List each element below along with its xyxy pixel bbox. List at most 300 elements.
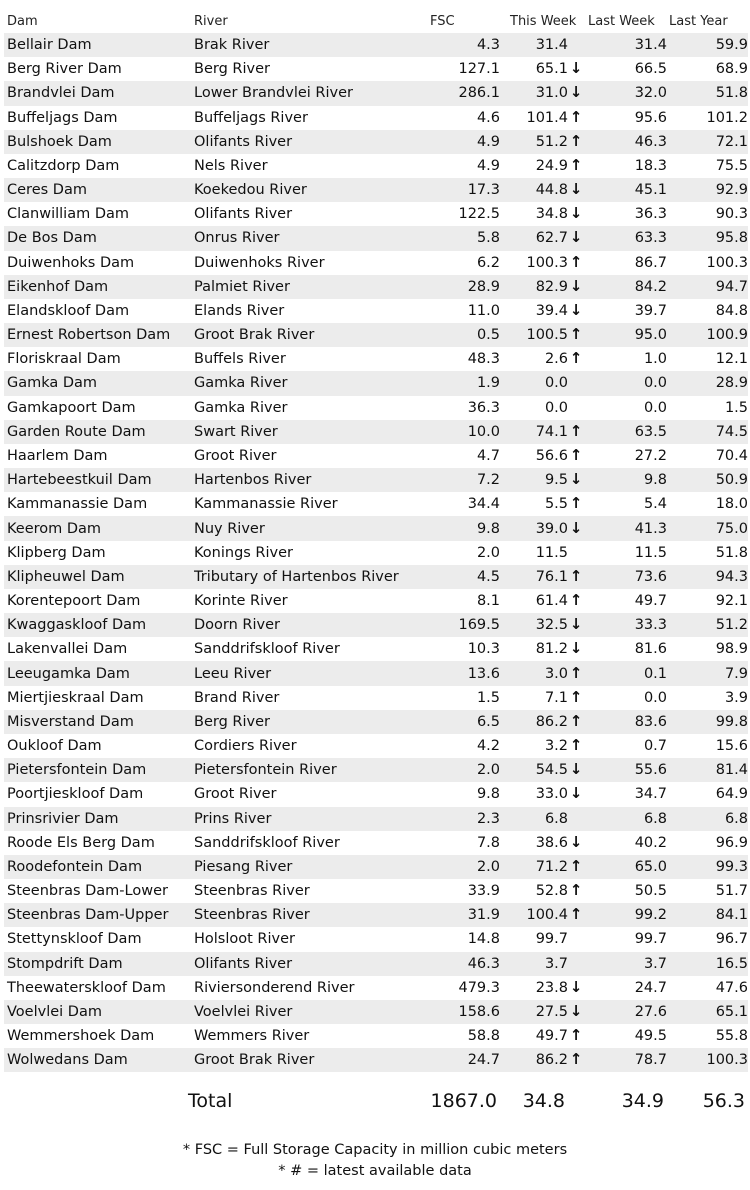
river-name: Nuy River: [194, 520, 265, 537]
dam-name: Duiwenhoks Dam: [7, 254, 135, 271]
arrow-up-icon: ↑: [569, 421, 583, 440]
last-year-value: 94.7: [715, 278, 748, 295]
fsc-value: 2.3: [476, 810, 500, 827]
fsc-value: 1.9: [476, 375, 500, 392]
river-name: Brand River: [194, 689, 280, 706]
last-year-value: 84.8: [715, 302, 748, 319]
arrow-up-icon: ↑: [569, 107, 583, 126]
last-week-value: 40.2: [634, 834, 667, 851]
last-week-value: 5.4: [643, 496, 667, 513]
this-week-cell: [500, 811, 584, 827]
table-row: [4, 275, 748, 299]
dam-name: Kammanassie Dam: [7, 496, 148, 513]
total-last-year: 56.3: [702, 1090, 745, 1112]
table-row: [4, 855, 748, 879]
table-row: [4, 371, 748, 395]
this-week-cell: [500, 375, 584, 391]
fsc-value: 122.5: [458, 206, 500, 223]
arrow-down-icon: ↓: [569, 639, 583, 658]
river-name: Tributary of Hartenbos River: [194, 568, 399, 585]
fsc-value: 4.6: [476, 109, 500, 126]
this-week-value: 38.6: [535, 834, 568, 851]
this-week-value: 56.6: [535, 448, 568, 464]
table-row: [4, 226, 748, 250]
river-name: Hartenbos River: [194, 472, 312, 489]
this-week-cell: [500, 131, 584, 150]
this-week-value: 32.5: [535, 617, 568, 634]
last-year-value: 51.8: [715, 85, 748, 102]
river-name: Koekedou River: [194, 182, 307, 199]
dam-name: Kwaggaskloof Dam: [7, 617, 147, 634]
this-week-cell: [500, 276, 584, 295]
total-row: [4, 1090, 748, 1112]
arrow-down-icon: ↓: [569, 784, 583, 803]
last-year-value: 47.6: [715, 979, 748, 996]
last-week-value: 9.8: [643, 472, 667, 489]
table-row: [4, 81, 748, 105]
arrow-up-icon: ↑: [569, 494, 583, 513]
fsc-value: 7.8: [476, 834, 500, 851]
last-year-value: 99.8: [715, 713, 748, 730]
arrow-down-icon: ↓: [569, 300, 583, 319]
river-name: Holsloot River: [194, 931, 295, 948]
table-body: [4, 33, 748, 1072]
table-row: [4, 130, 748, 154]
this-week-cell: [500, 687, 584, 706]
header-river: River: [194, 13, 228, 29]
this-week-cell: [500, 832, 584, 851]
river-name: Korinte River: [194, 593, 288, 610]
arrow-down-icon: ↓: [569, 59, 583, 78]
last-week-value: 32.0: [634, 85, 667, 102]
last-week-value: 86.7: [634, 254, 667, 271]
fsc-value: 36.3: [467, 399, 500, 416]
this-week-value: 23.8: [535, 979, 568, 996]
table-row: [4, 686, 748, 710]
this-week-value: 61.4: [535, 593, 568, 610]
last-week-value: 99.7: [634, 931, 667, 948]
fsc-value: 6.5: [476, 713, 500, 730]
this-week-value: 81.2: [535, 641, 568, 658]
arrow-up-icon: ↑: [569, 349, 583, 368]
this-week-cell: [500, 496, 584, 512]
header-last-year: Last Year: [669, 13, 728, 29]
this-week-value: 100.4: [526, 907, 568, 924]
last-week-value: 99.2: [634, 907, 667, 924]
river-name: Olifants River: [194, 955, 293, 972]
table-row: [4, 903, 748, 927]
arrow-up-icon: ↑: [569, 856, 583, 875]
this-week-value: 52.8: [535, 883, 568, 900]
dam-name: Elandskloof Dam: [7, 302, 130, 319]
arrow-up-icon: ↑: [569, 663, 583, 682]
fsc-value: 4.7: [476, 448, 500, 464]
table-row: [4, 541, 748, 565]
this-week-cell: [500, 1052, 584, 1068]
this-week-value: 76.1: [535, 568, 568, 585]
last-year-value: 74.5: [715, 423, 748, 440]
last-year-value: 55.8: [715, 1028, 748, 1045]
fsc-value: 5.8: [476, 230, 500, 247]
last-year-value: 98.9: [715, 641, 748, 658]
arrow-down-icon: ↓: [569, 228, 583, 247]
this-week-cell: [500, 327, 584, 343]
arrow-down-icon: ↓: [569, 83, 583, 102]
table-row: [4, 420, 748, 444]
arrow-down-icon: ↓: [569, 204, 583, 223]
this-week-cell: [500, 738, 584, 754]
header-dam: Dam: [7, 13, 38, 29]
this-week-value: 44.8: [535, 182, 568, 199]
river-name: Olifants River: [194, 133, 293, 150]
this-week-cell: [500, 252, 584, 271]
table-row: [4, 734, 748, 758]
dam-name: Steenbras Dam-Lower: [7, 883, 168, 900]
table-row: [4, 1000, 748, 1024]
dam-name: Bellair Dam: [7, 37, 92, 54]
dam-name: Oukloof Dam: [7, 738, 102, 755]
river-name: Lower Brandvlei River: [194, 85, 353, 102]
table-row: [4, 782, 748, 806]
table-row: [4, 613, 748, 637]
table-row: [4, 178, 748, 202]
this-week-cell: [500, 856, 584, 875]
this-week-cell: [500, 421, 584, 440]
dam-name: Pietersfontein Dam: [7, 762, 147, 779]
fsc-value: 33.9: [467, 883, 500, 900]
this-week-cell: [500, 37, 584, 53]
last-year-value: 51.2: [715, 617, 748, 634]
fsc-value: 286.1: [458, 85, 500, 102]
this-week-cell: [500, 545, 584, 561]
this-week-cell: [500, 931, 584, 947]
dam-name: Hartebeestkuil Dam: [7, 472, 152, 489]
river-name: Berg River: [194, 61, 270, 78]
this-week-cell: [500, 641, 584, 657]
dam-name: Misverstand Dam: [7, 713, 134, 730]
last-week-value: 33.3: [634, 617, 667, 634]
fsc-value: 127.1: [458, 61, 500, 78]
last-week-value: 36.3: [634, 206, 667, 223]
fsc-value: 10.3: [467, 641, 500, 658]
arrow-up-icon: ↑: [569, 1050, 583, 1069]
last-year-value: 12.1: [715, 351, 748, 368]
footnote-fsc: * FSC = Full Storage Capacity in million cubic meters: [182, 1142, 568, 1158]
last-week-value: 11.5: [634, 544, 667, 561]
last-year-value: 75.0: [715, 520, 748, 537]
last-year-value: 95.8: [715, 230, 748, 247]
last-week-value: 34.7: [634, 786, 667, 803]
this-week-cell: [500, 956, 584, 972]
dam-name: Calitzdorp Dam: [7, 157, 120, 174]
table-row: [4, 33, 748, 57]
this-week-value: 3.7: [544, 955, 568, 972]
last-year-value: 18.0: [715, 496, 748, 513]
arrow-down-icon: ↓: [569, 977, 583, 996]
last-week-value: 0.0: [643, 399, 667, 416]
last-year-value: 7.9: [724, 665, 748, 682]
total-last-week: 34.9: [621, 1090, 664, 1112]
last-year-value: 28.9: [715, 375, 748, 392]
this-week-cell: [500, 663, 584, 682]
this-week-cell: [500, 617, 584, 633]
fsc-value: 0.5: [476, 327, 500, 344]
this-week-cell: [500, 1028, 584, 1044]
fsc-value: 46.3: [467, 955, 500, 972]
arrow-up-icon: ↑: [569, 711, 583, 730]
fsc-value: 58.8: [467, 1028, 500, 1045]
dam-name: Voelvlei Dam: [7, 1003, 102, 1020]
table-row: [4, 637, 748, 661]
this-week-cell: [500, 61, 584, 77]
dam-name: Prinsrivier Dam: [7, 810, 119, 827]
this-week-value: 62.7: [535, 230, 568, 247]
river-name: Buffeljags River: [194, 109, 308, 126]
this-week-cell: [500, 300, 584, 319]
dam-name: Wemmershoek Dam: [7, 1028, 155, 1045]
header-last-week: Last Week: [588, 13, 655, 29]
this-week-value: 74.1: [535, 423, 568, 440]
arrow-down-icon: ↓: [569, 760, 583, 779]
dam-name: Berg River Dam: [7, 61, 122, 78]
this-week-value: 7.1: [544, 689, 568, 706]
fsc-value: 14.8: [467, 931, 500, 948]
last-week-value: 78.7: [634, 1052, 667, 1069]
last-year-value: 101.2: [706, 109, 748, 126]
last-year-value: 50.9: [715, 472, 748, 489]
river-name: Onrus River: [194, 230, 280, 247]
last-week-value: 0.0: [643, 375, 667, 392]
dam-name: Gamka Dam: [7, 375, 98, 392]
last-year-value: 94.3: [715, 568, 748, 585]
this-week-value: 39.4: [535, 302, 568, 319]
river-name: Olifants River: [194, 206, 293, 223]
table-header: [4, 9, 748, 33]
last-year-value: 84.1: [715, 907, 748, 924]
river-name: Buffels River: [194, 351, 286, 368]
this-week-value: 2.6: [544, 351, 568, 368]
last-week-value: 45.1: [634, 182, 667, 199]
river-name: Berg River: [194, 713, 270, 730]
dam-name: Poortjieskloof Dam: [7, 786, 144, 803]
arrow-down-icon: ↓: [569, 615, 583, 634]
header-this-week: This Week: [510, 13, 577, 29]
last-week-value: 0.0: [643, 689, 667, 706]
last-week-value: 1.0: [643, 351, 667, 368]
last-week-value: 66.5: [634, 61, 667, 78]
table-row: [4, 710, 748, 734]
this-week-cell: [500, 206, 584, 222]
this-week-value: 24.9: [535, 157, 568, 174]
arrow-up-icon: ↑: [569, 325, 583, 344]
table-row: [4, 299, 748, 323]
dam-name: Garden Route Dam: [7, 423, 146, 440]
arrow-up-icon: ↑: [569, 591, 583, 610]
last-year-value: 90.3: [715, 206, 748, 223]
last-year-value: 3.9: [724, 689, 748, 706]
last-week-value: 31.4: [634, 37, 667, 54]
arrow-down-icon: ↓: [569, 470, 583, 489]
fsc-value: 6.2: [476, 254, 500, 271]
arrow-up-icon: ↑: [569, 566, 583, 585]
this-week-value: 9.5: [544, 472, 568, 489]
this-week-cell: [500, 1001, 584, 1020]
fsc-value: 2.0: [476, 544, 500, 561]
dam-name: Steenbras Dam-Upper: [7, 907, 169, 924]
last-week-value: 6.8: [643, 810, 667, 827]
table-row: [4, 444, 748, 468]
this-week-value: 27.5: [535, 1003, 568, 1020]
fsc-value: 11.0: [467, 302, 500, 319]
river-name: Prins River: [194, 810, 272, 827]
last-week-value: 18.3: [634, 157, 667, 174]
dam-name: Bulshoek Dam: [7, 133, 112, 150]
river-name: Piesang River: [194, 858, 293, 875]
dam-name: Stompdrift Dam: [7, 955, 123, 972]
fsc-value: 1.5: [476, 689, 500, 706]
river-name: Kammanassie River: [194, 496, 338, 513]
this-week-value: 86.2: [535, 1052, 568, 1069]
this-week-cell: [500, 155, 584, 174]
last-year-value: 1.5: [724, 399, 748, 416]
table-row: [4, 976, 748, 1000]
dam-name: Clanwilliam Dam: [7, 206, 129, 223]
last-year-value: 15.6: [715, 738, 748, 755]
last-week-value: 83.6: [634, 713, 667, 730]
last-year-value: 81.4: [715, 762, 748, 779]
river-name: Wemmers River: [194, 1028, 310, 1045]
this-week-cell: [500, 593, 584, 609]
table-row: [4, 952, 748, 976]
this-week-value: 31.4: [535, 37, 568, 54]
fsc-value: 2.0: [476, 858, 500, 875]
last-year-value: 96.7: [715, 931, 748, 948]
this-week-value: 3.0: [544, 665, 568, 682]
this-week-value: 101.4: [526, 109, 568, 126]
table-row: [4, 251, 748, 275]
fsc-value: 28.9: [467, 278, 500, 295]
table-row: [4, 323, 748, 347]
dam-name: De Bos Dam: [7, 230, 97, 247]
last-year-value: 64.9: [715, 786, 748, 803]
this-week-value: 86.2: [535, 713, 568, 730]
arrow-up-icon: ↑: [569, 736, 583, 755]
river-name: Cordiers River: [194, 738, 297, 755]
table-row: [4, 202, 748, 226]
river-name: Groot Brak River: [194, 1052, 315, 1069]
last-week-value: 81.6: [634, 641, 667, 658]
last-week-value: 49.5: [634, 1028, 667, 1045]
this-week-value: 5.5: [544, 496, 568, 513]
this-week-cell: [500, 518, 584, 537]
table-row: [4, 516, 748, 540]
dam-name: Ernest Robertson Dam: [7, 327, 171, 344]
dam-name: Ceres Dam: [7, 182, 87, 199]
last-week-value: 50.5: [634, 883, 667, 900]
arrow-down-icon: ↓: [569, 180, 583, 199]
river-name: Groot River: [194, 448, 277, 464]
last-week-value: 27.6: [634, 1003, 667, 1020]
fsc-value: 169.5: [458, 617, 500, 634]
last-week-value: 27.2: [634, 448, 667, 464]
dam-name: Korentepoort Dam: [7, 593, 141, 610]
fsc-value: 9.8: [476, 786, 500, 803]
fsc-value: 479.3: [458, 979, 500, 996]
dam-name: Lakenvallei Dam: [7, 641, 128, 658]
arrow-up-icon: ↑: [569, 905, 583, 924]
fsc-value: 8.1: [476, 593, 500, 610]
total-label: Total: [188, 1090, 233, 1112]
this-week-value: 71.2: [535, 858, 568, 875]
last-year-value: 59.9: [715, 37, 748, 54]
this-week-value: 6.8: [544, 810, 568, 827]
this-week-value: 0.0: [544, 375, 568, 392]
river-name: Pietersfontein River: [194, 762, 337, 779]
dam-name: Klipheuwel Dam: [7, 568, 125, 585]
table-row: [4, 347, 748, 371]
total-this-week: 34.8: [522, 1090, 565, 1112]
fsc-value: 31.9: [467, 907, 500, 924]
last-year-value: 100.3: [706, 1052, 748, 1069]
fsc-value: 9.8: [476, 520, 500, 537]
this-week-value: 0.0: [544, 399, 568, 416]
last-week-value: 39.7: [634, 302, 667, 319]
table-row: [4, 831, 748, 855]
this-week-cell: [500, 85, 584, 101]
fsc-value: 7.2: [476, 472, 500, 489]
fsc-value: 4.9: [476, 157, 500, 174]
last-week-value: 49.7: [634, 593, 667, 610]
river-name: Nels River: [194, 157, 268, 174]
dam-name: Stettynskloof Dam: [7, 931, 142, 948]
table-row: [4, 565, 748, 589]
fsc-value: 4.5: [476, 568, 500, 585]
table-row: [4, 758, 748, 782]
river-name: Steenbras River: [194, 907, 310, 924]
this-week-value: 3.2: [544, 738, 568, 755]
dam-name: Roode Els Berg Dam: [7, 834, 155, 851]
dam-name: Gamkapoort Dam: [7, 399, 136, 416]
river-name: Palmiet River: [194, 278, 290, 295]
this-week-value: 33.0: [535, 786, 568, 803]
fsc-value: 4.2: [476, 738, 500, 755]
last-year-value: 51.7: [715, 883, 748, 900]
table-row: [4, 589, 748, 613]
dam-name: Keerom Dam: [7, 520, 102, 537]
last-year-value: 96.9: [715, 834, 748, 851]
river-name: Konings River: [194, 544, 294, 561]
fsc-value: 17.3: [467, 182, 500, 199]
last-year-value: 6.8: [724, 810, 748, 827]
table-row: [4, 807, 748, 831]
river-name: Leeu River: [194, 665, 272, 682]
river-name: Groot River: [194, 786, 277, 803]
arrow-down-icon: ↓: [569, 518, 583, 537]
river-name: Swart River: [194, 423, 278, 440]
last-year-value: 99.3: [715, 858, 748, 875]
last-week-value: 73.6: [634, 568, 667, 585]
arrow-up-icon: ↑: [569, 446, 583, 464]
this-week-value: 82.9: [535, 278, 568, 295]
this-week-value: 11.5: [535, 544, 568, 561]
river-name: Voelvlei River: [194, 1003, 293, 1020]
footnotes: [0, 1140, 750, 1182]
dam-name: Brandvlei Dam: [7, 85, 115, 102]
river-name: Sanddrifskloof River: [194, 641, 340, 658]
table-row: [4, 1024, 748, 1048]
header-fsc: FSC: [430, 13, 455, 29]
this-week-value: 54.5: [535, 762, 568, 779]
